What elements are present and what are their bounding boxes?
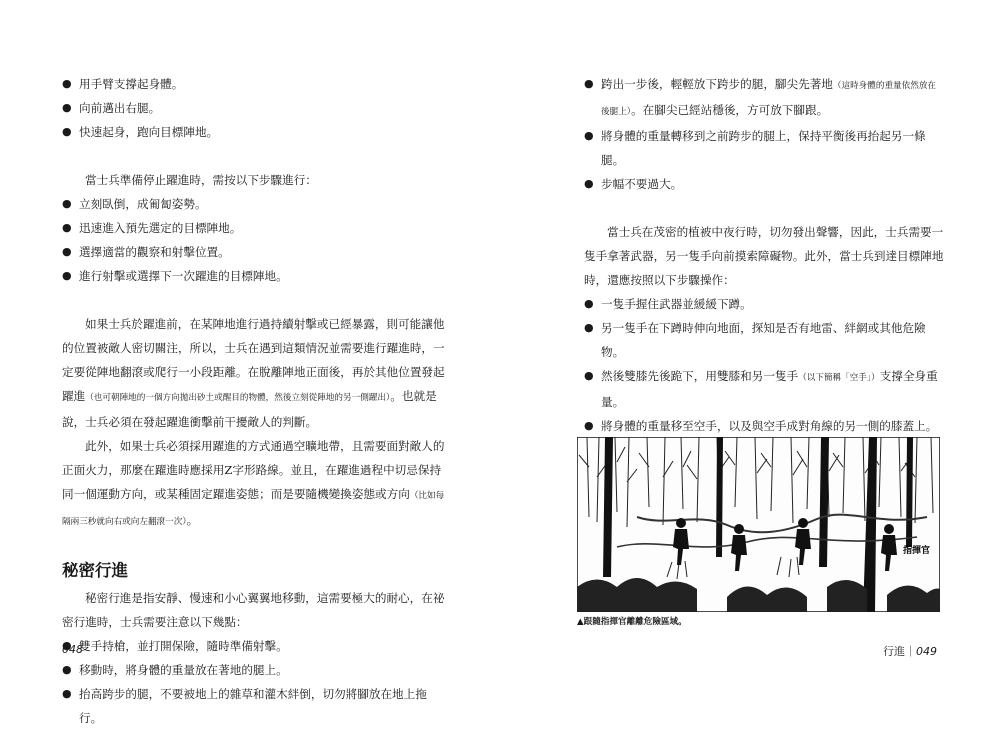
paragraph-note: （也可朝陣地的一個方向拋出砂土或醒目的物體，然後立刻從陣地的另一側躍出） <box>85 393 391 403</box>
left-text-column <box>62 72 446 730</box>
paragraph-zigzag <box>62 434 446 534</box>
bullet-text: 然後雙膝先後跪下，用雙膝和另一隻手 <box>601 369 799 383</box>
bullet-item <box>584 364 944 414</box>
forest-patrol-illustration <box>577 437 940 612</box>
bullet-item: ● 抬高跨步的腿，不要被地上的雜草和灌木絆倒，切勿將腳放在地上拖行。 <box>62 682 446 730</box>
bullet-item <box>584 72 944 124</box>
paragraph-note: （比如每隔兩三秒就向右或向左翻滾一次） <box>62 491 445 527</box>
bullet-item: ● 移動時，將身體的重量放在著地的腿上。 <box>62 658 446 682</box>
bullet-item: ● 快速起身，跑向目標陣地。 <box>62 120 446 144</box>
paragraph-stop-intro: 當士兵準備停止躍進時，需按以下步驟進行： <box>85 173 317 187</box>
bullet-item: ● 向前邁出右腿。 <box>62 96 446 120</box>
figure-caption: ▲跟隨指揮官離離危險區域。 <box>577 617 687 627</box>
bullet-item: ● 雙手持槍，並打開保險，隨時準備射擊。 <box>62 634 446 658</box>
page-number: 049 <box>916 645 937 658</box>
bullet-item: ● 用手臂支撐起身體。 <box>62 72 446 96</box>
bullet-item: ● 另一隻手在下蹲時伸向地面，探知是否有地雷、絆網或其他危險物。 <box>584 316 944 364</box>
left-page <box>0 0 500 725</box>
paragraph-text: 。 <box>186 513 199 527</box>
bullet-item: ● 選擇適當的觀察和射擊位置。 <box>62 240 446 264</box>
paragraph-exposed-position <box>62 312 446 434</box>
paragraph-text: 。也就是說，士兵必須在發起躍進衝擊前干擾敵人的判斷。 <box>62 389 437 429</box>
page-number-left: 048 <box>62 643 83 656</box>
bullet-note: （以下簡稱「空手」） <box>798 373 880 383</box>
bullet-text: 。在腳尖已經站穩後，方可放下腳跟。 <box>631 103 829 117</box>
right-page <box>500 0 999 703</box>
paragraph-text: 如果士兵於躍進前，在某陣地進行過持續射擊或已經暴露，則可能讓他的位置被敵人密切關注，所以，士兵在遇到這類情況並需要進行躍進時，一定要從陣地翻滾或爬行一小段距離。在脫離陣地正面後，再於其他位置發起躍進 <box>62 317 445 403</box>
bullet-item: ● 步幅不要過大。 <box>584 172 944 196</box>
section-name: 行進｜ <box>883 645 916 658</box>
bullet-text: 跨出一步後，輕輕放下跨步的腿，腳尖先著地 <box>601 77 833 91</box>
bullet-item: ● 一隻手握住武器並緩緩下蹲。 <box>584 292 944 316</box>
bullet-item: ● 將身體的重量轉移到之前跨步的腿上，保持平衡後再抬起另一條腿。 <box>584 124 944 172</box>
paragraph-text: 此外，如果士兵必須採用躍進的方式通過空曠地帶，且需要面對敵人的正面火力，那麼在躍進時應採用Z字形路線。並且，在躍進過程中切忌保持同一個運動方向，或某種固定躍進姿態；而是要隨機變換姿態或方向 <box>62 439 445 501</box>
bullet-text: 支撐全身重量。 <box>601 369 938 409</box>
bullet-item: ● 將身體的重量移至空手，以及與空手成對角線的另一側的膝蓋上。 <box>584 414 944 438</box>
paragraph-stealth-intro: 秘密行進是指安靜、慢速和小心翼翼地移動，這需要極大的耐心，在祕密行進時，士兵需要注意以下幾點： <box>62 591 445 629</box>
section-heading: 秘密行進 <box>62 561 128 580</box>
figure-label-commander: 指揮官 <box>903 546 931 556</box>
bullet-item: ● 進行射擊或選擇下一次躍進的目標陣地。 <box>62 264 446 288</box>
paragraph-night-movement: 當士兵在茂密的植被中夜行時，切勿發出聲響，因此，士兵需要一隻手拿著武器，另一隻手向前摸索障礙物。此外，當士兵到達目標陣地時，還應按照以下步驟操作： <box>584 225 944 287</box>
bullet-item: ● 立刻臥倒，成匍匐姿勢。 <box>62 192 446 216</box>
bullet-item: ● 迅速進入預先選定的目標陣地。 <box>62 216 446 240</box>
bullet-note: （這時身體的重量依然放在後腿上） <box>601 81 937 117</box>
page-number-right <box>883 643 937 659</box>
